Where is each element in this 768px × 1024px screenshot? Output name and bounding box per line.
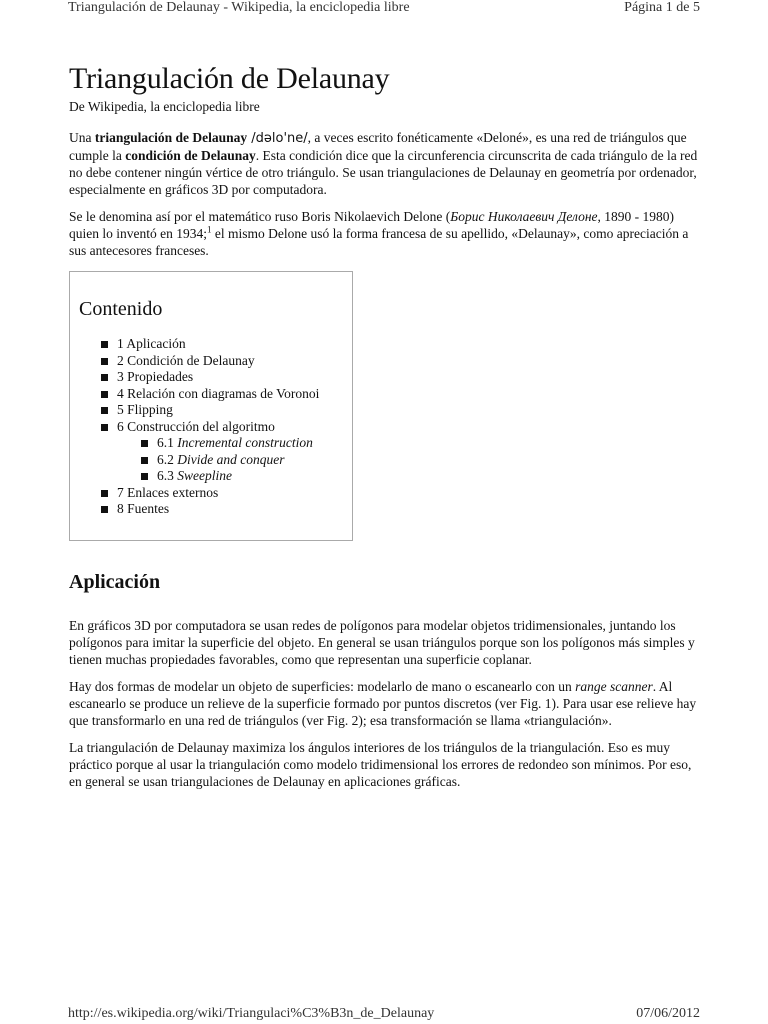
bold-term: triangulación de Delaunay [94, 130, 248, 145]
toc-label: Condición de Delaunay [127, 352, 255, 368]
toc-label: Relación con diagramas de Voronoi [127, 385, 320, 401]
toc-label: Construcción del algoritmo [127, 418, 275, 434]
toc-number: 1 [117, 336, 124, 351]
aplicacion-paragraph-2 [69, 678, 701, 729]
toc-label: Divide and conquer [177, 451, 285, 467]
toc-label: Propiedades [127, 369, 194, 384]
square-bullet-icon [101, 407, 108, 414]
toc-list [79, 336, 352, 518]
intro-text: . Esta condición dice que la circunferencia circunscrita de cada triángulo de la red no debe contener ningún vértice de otro triángulo. Se usan triangulaciones de Delaunay en geometría por ordenador, especialmente en gráficos 3D por computadora. [69, 148, 698, 197]
square-bullet-icon [101, 374, 108, 381]
intro-text: Una [69, 130, 95, 145]
bold-link[interactable]: condición de Delaunay [125, 148, 256, 163]
article-title: Triangulación de Delaunay [69, 62, 390, 95]
square-bullet-icon [101, 341, 108, 348]
toc-item[interactable] [101, 402, 352, 419]
toc-number: 2 [117, 352, 124, 368]
page-number: Página 1 de 5 [624, 0, 700, 15]
square-bullet-icon [101, 358, 108, 365]
square-bullet-icon [101, 506, 108, 513]
toc-subitem[interactable] [141, 435, 352, 452]
intro-paragraph-1 [69, 129, 701, 198]
article-content [69, 60, 701, 800]
toc-item[interactable] [101, 336, 352, 353]
square-bullet-icon [141, 473, 148, 480]
print-header [68, 0, 700, 18]
russian-name: Борис Николаевич Делоне [450, 209, 598, 224]
toc-label: Sweepline [177, 468, 232, 483]
toc-number: 7 [117, 484, 124, 500]
toc-item[interactable] [101, 369, 352, 386]
intro-text: , 1890 - 1980) quien lo inventó en 1934; [69, 209, 675, 241]
toc-label: Fuentes [127, 501, 170, 516]
toc-label: Incremental construction [177, 435, 313, 450]
toc-number: 3 [117, 369, 124, 384]
toc-number: 5 [117, 402, 124, 417]
toc-number: 6.1 [157, 435, 174, 450]
toc-sublist [117, 435, 352, 485]
square-bullet-icon [141, 440, 148, 447]
header-title: Triangulación de Delaunay - Wikipedia, la enciclopedia libre [68, 0, 410, 15]
toc-label: Aplicación [126, 336, 186, 351]
aplicacion-paragraph-1: En gráficos 3D por computadora se usan redes de polígonos para modelar objetos tridimensionales, juntando los polígonos para imitar la superficie del objeto. En general se usan triángulos porque son los polígonos más simples y tienen muchas propiedades favorables, como que representan una superficie coplanar. [69, 618, 695, 667]
ipa-pronunciation: /dəlo'ne/ [247, 131, 308, 146]
toc-number: 8 [117, 501, 124, 516]
toc-item[interactable] [101, 353, 352, 370]
section-heading-aplicacion: Aplicación [69, 571, 161, 593]
intro-text: el mismo Delone usó la forma francesa de su apellido, «Delaunay», como apreciación a sus antecesores franceses. [69, 226, 689, 258]
page-url: http://es.wikipedia.org/wiki/Triangulaci%C3%B3n_de_Delaunay [68, 1006, 435, 1021]
paragraph-text: Hay dos formas de modelar un objeto de superficies: modelarlo de mano o escanearlo con un [69, 679, 576, 694]
toc-title: Contenido [79, 298, 163, 320]
square-bullet-icon [101, 424, 108, 431]
italic-term: range scanner [575, 679, 653, 694]
footnote-ref[interactable]: 1 [206, 224, 212, 235]
toc-item[interactable] [101, 386, 352, 403]
toc-subitem[interactable] [141, 468, 352, 485]
paragraph-text: . Al escanearlo se produce un relieve de la superficie formado por puntos discretos (ver Fig. 1). Para usar ese relieve hay que transformarlo en una red de triángulos (ver Fig. 2); esa transformación se llama «triangulación». [69, 679, 697, 728]
toc-item[interactable] [101, 501, 352, 518]
toc-item[interactable] [101, 419, 352, 485]
toc-number: 6.3 [157, 468, 174, 483]
toc-item[interactable] [101, 485, 352, 502]
toc-number: 4 [117, 385, 124, 401]
square-bullet-icon [101, 391, 108, 398]
toc-number: 6.2 [157, 451, 174, 467]
toc-label: Flipping [127, 402, 173, 417]
intro-text: Se le denomina así por el matemático ruso Boris Nikolaevich Delone ( [69, 209, 451, 224]
toc-number: 6 [117, 418, 124, 434]
table-of-contents [69, 271, 353, 541]
article-subtitle: De Wikipedia, la enciclopedia libre [69, 99, 260, 114]
aplicacion-paragraph-3: La triangulación de Delaunay maximiza los ángulos interiores de los triángulos de la triangulación. Eso es muy práctico porque al usar la triangulación como modelo tridimensional los errores de redondeo son mínimos. Por eso, en general se usan triangulaciones de Delaunay en aplicaciones gráficas. [69, 740, 692, 789]
toc-label: Enlaces externos [127, 484, 219, 500]
square-bullet-icon [141, 457, 148, 464]
intro-paragraph-2 [69, 208, 701, 259]
toc-subitem[interactable] [141, 452, 352, 469]
intro-text: , a veces escrito fonéticamente «Deloné», es una red de triángulos que cumple la [69, 130, 687, 163]
square-bullet-icon [101, 490, 108, 497]
print-date: 07/06/2012 [636, 1006, 700, 1021]
